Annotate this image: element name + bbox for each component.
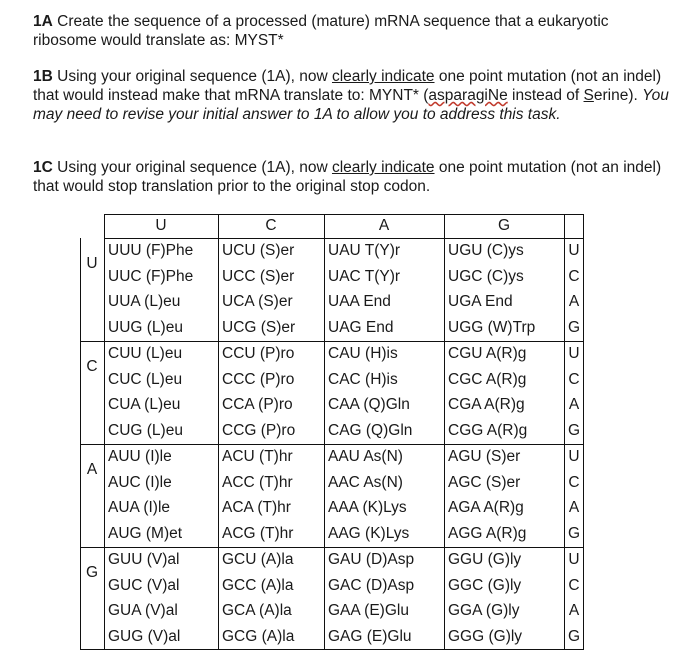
codon-cell: CGG A(R)g: [448, 422, 528, 440]
codon-cell: CGA A(R)g: [448, 396, 525, 414]
codon-cell: AGC (S)er: [448, 473, 521, 491]
codon-cell: GGA (G)ly: [448, 602, 520, 620]
question-1b-text: erine).: [593, 87, 643, 104]
question-1b-text: one point mutation (not an indel) that would instead make that mRNA translate to: MYNT* (: [33, 68, 662, 104]
codon-cell: CCG (P)ro: [222, 422, 296, 440]
question-1b-note: You may need to revise your initial answer to 1A to allow you to address this task.: [33, 87, 669, 123]
codon-cell: CGU A(R)g: [448, 344, 527, 362]
codon-cell: GUU (V)al: [108, 550, 180, 568]
third-base-label: U: [568, 344, 580, 362]
codon-cell: CCA (P)ro: [222, 396, 293, 414]
third-base-label: A: [568, 293, 580, 311]
third-base-label: A: [568, 602, 580, 620]
codon-cell: CGC A(R)g: [448, 370, 527, 388]
codon-cell: UGU (C)ys: [448, 241, 524, 259]
question-1b-emphasis: clearly indicate: [331, 68, 435, 85]
row-header: A: [86, 460, 98, 478]
codon-cell: CAC (H)is: [328, 370, 398, 388]
codon-cell: UGG (W)Trp: [448, 319, 536, 337]
codon-cell: AAC As(N): [328, 473, 403, 491]
codon-cell: UUC (F)Phe: [108, 267, 194, 285]
codon-cell: AGG A(R)g: [448, 525, 527, 543]
codon-cell: UGA End: [448, 293, 513, 311]
third-base-label: G: [567, 422, 581, 440]
row-header: U: [86, 254, 98, 272]
codon-cell: GGU (G)ly: [448, 550, 522, 568]
codon-cell: CUU (L)eu: [108, 344, 183, 362]
table-line-header: [104, 238, 584, 239]
third-base-label: C: [568, 576, 580, 594]
third-base-label: A: [568, 396, 580, 414]
question-1b-spellcheck-word: asparagiNe: [428, 87, 508, 104]
codon-cell: GCG (A)la: [222, 628, 295, 646]
codon-cell: GGC (G)ly: [448, 576, 522, 594]
codon-cell: UCU (S)er: [222, 241, 295, 259]
codon-table: [80, 214, 584, 644]
table-line-block: [80, 444, 584, 445]
question-1b-text: instead of: [507, 87, 584, 104]
codon-cell: ACA (T)hr: [222, 499, 291, 517]
column-header: G: [497, 217, 511, 234]
codon-cell: UUU (F)Phe: [108, 241, 194, 259]
codon-cell: UAA End: [328, 293, 391, 311]
row-header: G: [85, 563, 99, 581]
row-header: C: [86, 357, 98, 375]
question-1c-text: Using your original sequence (1A), now: [52, 159, 332, 176]
third-base-label: C: [568, 473, 580, 491]
codon-cell: CAU (H)is: [328, 344, 398, 362]
codon-cell: UCG (S)er: [222, 319, 296, 337]
table-line-vertical: [583, 214, 584, 650]
third-base-label: C: [568, 370, 580, 388]
codon-cell: UAG End: [328, 319, 394, 337]
question-1a: [33, 12, 673, 50]
question-1c-label: 1C: [33, 159, 53, 176]
codon-cell: ACU (T)hr: [222, 447, 293, 465]
third-base-label: C: [568, 267, 580, 285]
table-line-vertical: [444, 214, 445, 650]
codon-cell: CAA (Q)Gln: [328, 396, 410, 414]
question-1c: [33, 158, 673, 196]
column-header: C: [265, 217, 277, 234]
codon-cell: CUA (L)eu: [108, 396, 181, 414]
codon-cell: UGC (C)ys: [448, 267, 524, 285]
codon-cell: AUA (I)le: [108, 499, 171, 517]
question-1b: [33, 67, 673, 124]
codon-cell: CAG (Q)Gln: [328, 422, 413, 440]
codon-cell: ACG (T)hr: [222, 525, 294, 543]
question-1c-text: one point mutation (not an indel) that would stop translation prior to the original stop codon.: [33, 159, 662, 195]
codon-cell: UUA (L)eu: [108, 293, 181, 311]
codon-cell: AAU As(N): [328, 447, 403, 465]
question-1b-underlined-letter: S: [583, 87, 594, 104]
third-base-label: A: [568, 499, 580, 517]
codon-cell: GUG (V)al: [108, 628, 181, 646]
codon-cell: AGU (S)er: [448, 447, 521, 465]
table-border-top: [104, 214, 584, 215]
codon-cell: GAC (D)Asp: [328, 576, 415, 594]
codon-cell: AAG (K)Lys: [328, 525, 410, 543]
codon-cell: GAG (E)Glu: [328, 628, 412, 646]
codon-cell: GAU (D)Asp: [328, 550, 415, 568]
codon-cell: UCA (S)er: [222, 293, 293, 311]
codon-cell: CCC (P)ro: [222, 370, 295, 388]
table-line-block: [80, 341, 584, 342]
codon-cell: GGG (G)ly: [448, 628, 523, 646]
table-border-bottom: [80, 649, 584, 650]
codon-cell: AUG (M)et: [108, 525, 183, 543]
question-1a-label: 1A: [33, 13, 53, 30]
codon-cell: AAA (K)Lys: [328, 499, 407, 517]
codon-cell: AGA A(R)g: [448, 499, 524, 517]
table-line-vertical: [324, 214, 325, 650]
table-line-vertical: [104, 214, 105, 650]
codon-cell: GCC (A)la: [222, 576, 294, 594]
codon-cell: GUC (V)al: [108, 576, 180, 594]
table-line-vertical: [564, 214, 565, 650]
third-base-label: G: [567, 628, 581, 646]
question-1b-text: Using your original sequence (1A), now: [52, 68, 332, 85]
third-base-label: G: [567, 525, 581, 543]
codon-cell: ACC (T)hr: [222, 473, 293, 491]
codon-cell: CUC (L)eu: [108, 370, 183, 388]
codon-cell: UAC T(Y)r: [328, 267, 401, 285]
column-header: A: [378, 217, 390, 234]
table-line-vertical: [218, 214, 219, 650]
third-base-label: U: [568, 447, 580, 465]
codon-cell: UCC (S)er: [222, 267, 295, 285]
codon-cell: AUC (I)le: [108, 473, 172, 491]
codon-cell: UAU T(Y)r: [328, 241, 401, 259]
codon-cell: GAA (E)Glu: [328, 602, 409, 620]
table-border-left: [80, 238, 81, 650]
third-base-label: U: [568, 241, 580, 259]
table-line-block: [80, 547, 584, 548]
codon-cell: UUG (L)eu: [108, 319, 183, 337]
third-base-label: G: [567, 319, 581, 337]
third-base-label: U: [568, 550, 580, 568]
codon-cell: CUG (L)eu: [108, 422, 183, 440]
question-1b-label: 1B: [33, 68, 53, 85]
column-header: U: [155, 217, 167, 234]
question-1c-emphasis: clearly indicate: [331, 159, 435, 176]
codon-cell: CCU (P)ro: [222, 344, 295, 362]
question-1a-text: Create the sequence of a processed (mature) mRNA sequence that a eukaryotic ribosome would translate as: MYST*: [33, 13, 609, 49]
codon-cell: GCU (A)la: [222, 550, 294, 568]
codon-cell: GCA (A)la: [222, 602, 292, 620]
codon-cell: GUA (V)al: [108, 602, 178, 620]
codon-cell: AUU (I)le: [108, 447, 172, 465]
